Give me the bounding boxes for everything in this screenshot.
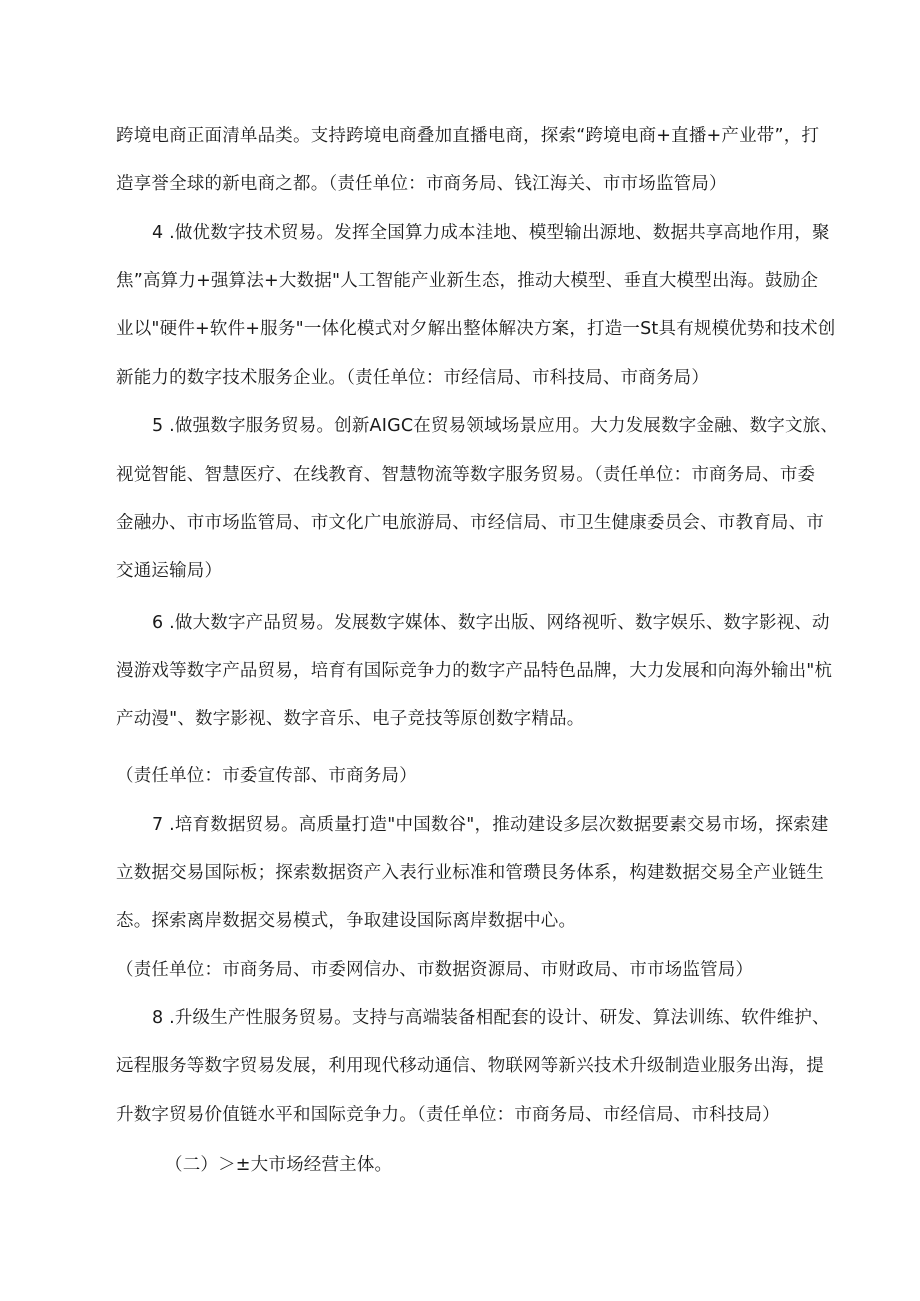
- text-line: 视觉智能、智慧医疗、在线教育、智慧物流等数字服务贸易。（责任单位：市商务局、市委: [116, 465, 816, 485]
- text-line: 远程服务等数字贸易发展，利用现代移动通信、物联网等新兴技术升级制造业服务出海，提: [116, 1056, 824, 1076]
- paragraph-6-line: 6 .做大数字产品贸易。发展数字媒体、数字出版、网络视听、数字娱乐、数字影视、动: [152, 613, 830, 633]
- text-line: 金融办、市市场监管局、市文化广电旅游局、市经信局、市卫生健康委员会、市教育局、市: [116, 513, 824, 533]
- text-line: 升数字贸易价值链水平和国际竞争力。（责任单位：市商务局、市经信局、市科技局）: [116, 1105, 780, 1125]
- paragraph-8-line: 8 .升级生产性服务贸易。支持与高端装备相配套的设计、研发、算法训练、软件维护、: [152, 1008, 830, 1028]
- section-heading: （二）＞±大市场经营主体。: [165, 1155, 393, 1175]
- text-line: 焦”高算力+强算法+大数据"人工智能产业新生态，推动大模型、垂直大模型出海。鼓励企: [116, 271, 819, 291]
- text-line: 跨境电商正面清单品类。支持跨境电商叠加直播电商，探索“跨境电商+直播+产业带”，打: [116, 126, 820, 146]
- text-line: 业以"硬件+软件+服务"一体化模式对夕解出整体解决方案，打造一St具有规模优势和技术创: [116, 319, 836, 339]
- text-line: 造享誉全球的新电商之都。（责任单位：市商务局、钱江海关、市市场监管局）: [116, 174, 727, 194]
- text-line: 交通运输局）: [116, 561, 223, 581]
- paragraph-5-line: 5 .做强数字服务贸易。创新AIGC在贸易领域场景应用。大力发展数字金融、数字文旅、: [152, 416, 839, 436]
- responsibility-line: （责任单位：市委宣传部、市商务局）: [116, 766, 417, 786]
- text-line: 产动漫"、数字影视、数字音乐、电子竞技等原创数字精品。: [116, 709, 585, 729]
- text-line: 态。探索离岸数据交易模式，争取建设国际离岸数据中心。: [116, 911, 577, 931]
- paragraph-7-line: 7 .培育数据贸易。高质量打造"中国数谷"，推动建设多层次数据要素交易市场，探索建: [152, 815, 829, 835]
- responsibility-line: （责任单位：市商务局、市委网信办、市数据资源局、市财政局、市市场监管局）: [116, 960, 754, 980]
- text-line: 漫游戏等数字产品贸易，培育有国际竞争力的数字产品特色品牌，大力发展和向海外输出"杭: [116, 661, 833, 681]
- paragraph-4-line: 4 .做优数字技术贸易。发挥全国算力成本洼地、模型输出源地、数据共享高地作用，聚: [152, 223, 830, 243]
- text-line: 立数据交易国际板；探索数据资产入表行业标准和管瓒艮务体系，构建数据交易全产业链生: [116, 863, 824, 883]
- text-line: 新能力的数字技术服务企业。（责任单位：市经信局、市科技局、市商务局）: [116, 368, 710, 388]
